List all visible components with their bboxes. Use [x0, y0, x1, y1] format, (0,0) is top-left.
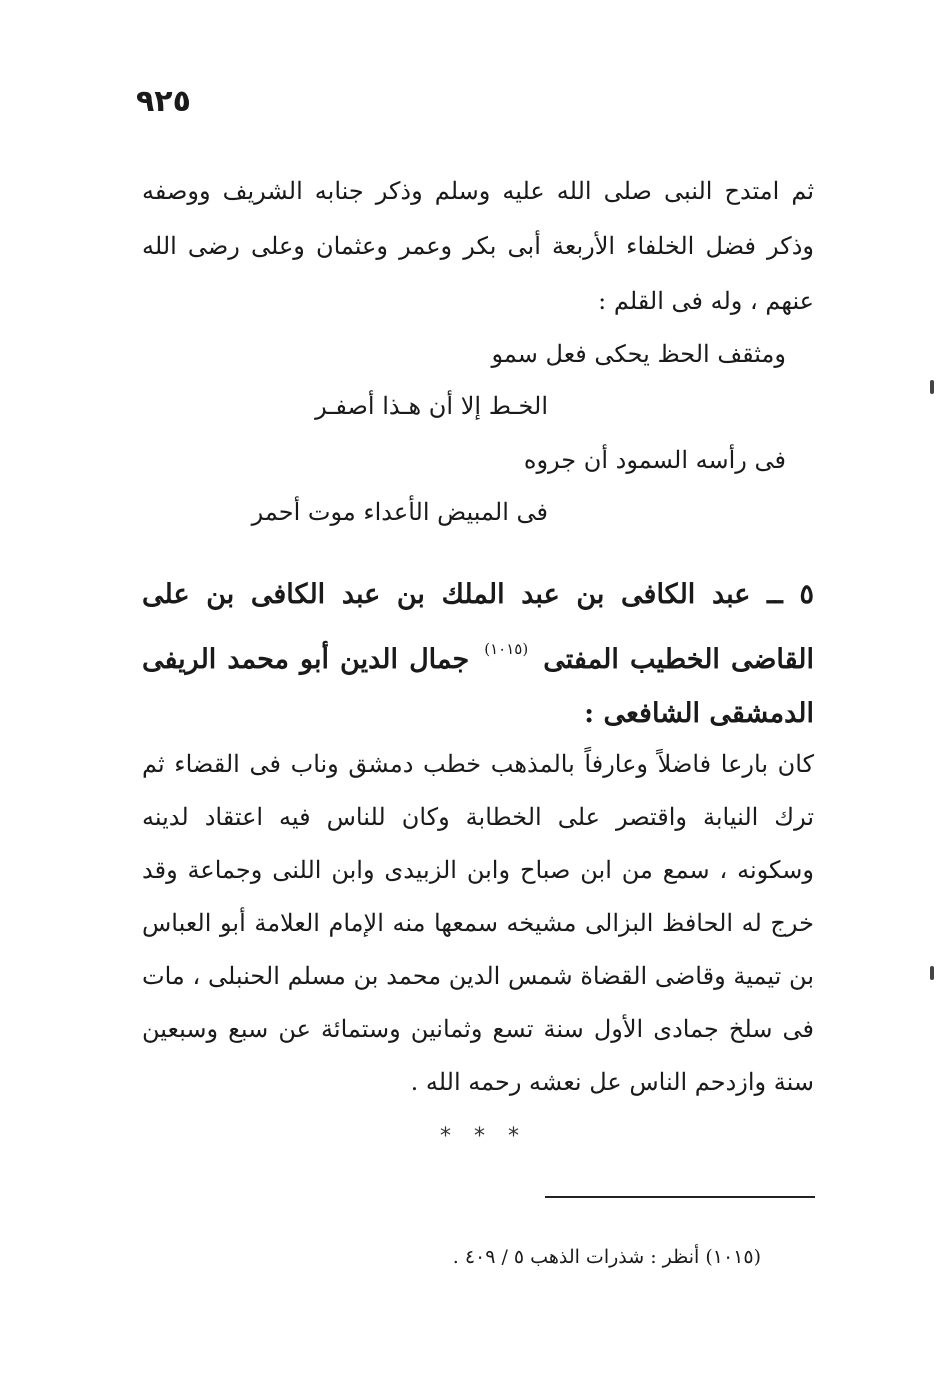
scan-edge-mark	[930, 380, 934, 394]
footnote-reference: (١٠١٥)	[484, 640, 529, 658]
entry-heading	[142, 568, 814, 741]
footnote-divider	[545, 1196, 815, 1198]
page-number: ٩٢٥	[136, 84, 191, 119]
entry-heading-part1: ٥ ــ عبد الكافى بن عبد الملك بن عبد الكافى بن على القاضى الخطيب المفتى	[142, 579, 814, 675]
entry-body: كان بارعا فاضلاً وعارفاً بالمذهب خطب دمشق وناب فى القضاء ثم ترك النيابة واقتصر على الخطابة وكان للناس فيه اعتقاد لدينه وسكونه ، سمع من ابن صباح وابن الزبيدى وابن اللنى وجماعة وقد خرج له الحافظ البزالى مشيخه سمعها منه الإمام العلامة أبو العباس بن تيمية وقاضى القضاة شمس الدين محمد بن مسلم الحنبلى ، مات فى سلخ جمادى الأول سنة تسع وثمانين وستمائة عن سبع وسبعين سنة وازدحم الناس عل نعشه رحمه الله .	[142, 750, 815, 1096]
intro-paragraph: ثم امتدح النبى صلى الله عليه وسلم وذكر جنابه الشريف ووصفه وذكر فضل الخلفاء الأربعة أبى بكر وعمر وعثمان وعلى رضى الله عنهم ، وله فى القلم :	[142, 177, 814, 315]
scan-edge-mark	[930, 966, 934, 980]
verse-line-4: فى المبيض الأعداء موت أحمر	[251, 498, 548, 526]
verse-line-3: فى رأسه السمود أن جروه	[523, 446, 786, 474]
footnote-text: (١٠١٥) أنظر : شذرات الذهب ٥ / ٤٠٩ .	[452, 1246, 761, 1268]
verse-line-1: ومثقف الحظ يحكى فعل سمو	[491, 340, 786, 368]
entry-heading-part2: جمال الدين أبو محمد الريفى الدمشقى الشافعى :	[142, 644, 814, 729]
section-separator: * * *	[440, 1124, 527, 1149]
verse-line-2: الخـط إلا أن هـذا أصفـر	[315, 392, 548, 420]
